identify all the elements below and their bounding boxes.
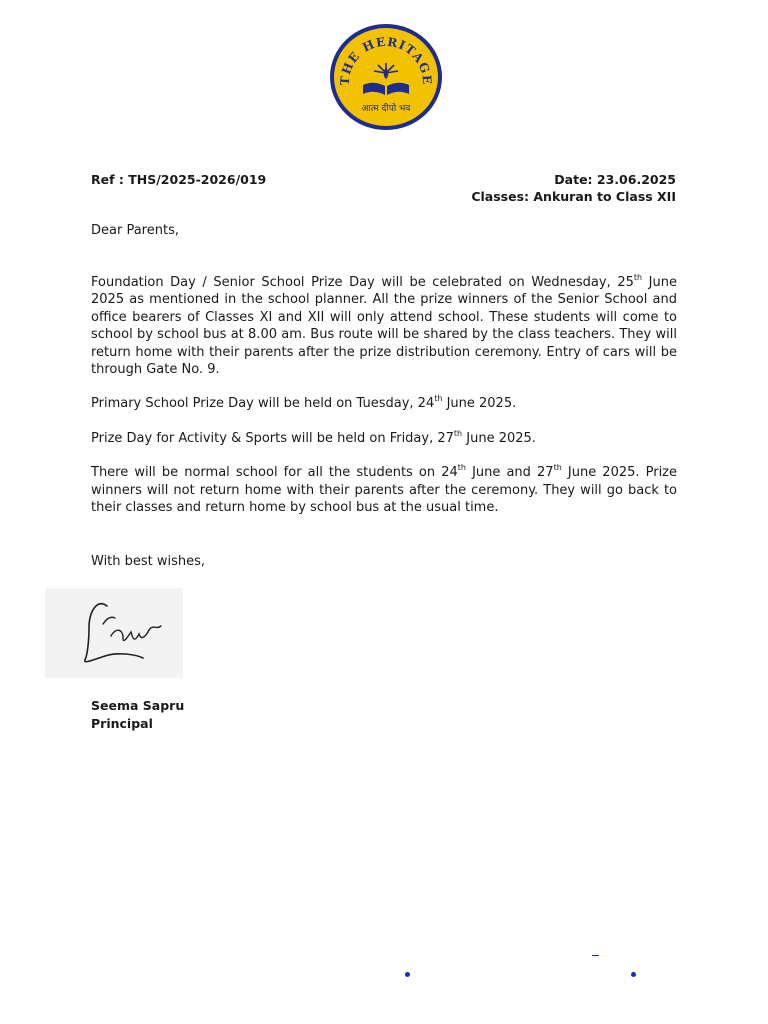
signer-title: Principal [91, 715, 153, 731]
signer-block [91, 697, 184, 732]
header-right [471, 171, 676, 205]
letter-date: Date: 23.06.2025 [554, 172, 676, 187]
paragraph-foundation-day: Foundation Day / Senior School Prize Day will be celebrated on Wednesday, 25th June 2025 as mentioned in the school planner. All the prize winners of the Senior School and office bearers of Classes XI and XII will only attend school. These students will come to school by school bus at 8.00 am. Bus route will be shared by the class teachers. They will return home with their parents after the prize distribution ceremony. Entry of cars will be through Gate No. 9. [91, 272, 677, 378]
signer-name: Seema Sapru [91, 698, 185, 713]
closing-line: With best wishes, [91, 554, 206, 569]
classes-line: Classes: Ankuran to Class XII [471, 189, 676, 204]
paragraph-primary-prize-day: Primary School Prize Day will be held on Tuesday, 24th June 2025. [91, 394, 517, 412]
signature-image [45, 588, 183, 678]
letter-body [91, 274, 677, 533]
salutation: Dear Parents, [91, 223, 179, 238]
paragraph-activity-sports: Prize Day for Activity & Sports will be held on Friday, 27th June 2025. [91, 428, 536, 446]
paragraph-normal-school: There will be normal school for all the students on 24th June and 27th June 2025. Prize winners will not return home with their parents after the ceremony. They will go back to their classes and return home by school bus at the usual time. [91, 462, 677, 516]
school-logo [329, 23, 443, 131]
logo-motto-text: आत्म दीपो भव [361, 104, 411, 114]
logo-name-text: THE HERITAGE [337, 34, 435, 86]
footer-dot-left [405, 972, 410, 977]
footer-dash [592, 955, 599, 956]
reference-number: Ref : THS/2025-2026/019 [91, 172, 267, 187]
footer-dot-right [631, 972, 636, 977]
